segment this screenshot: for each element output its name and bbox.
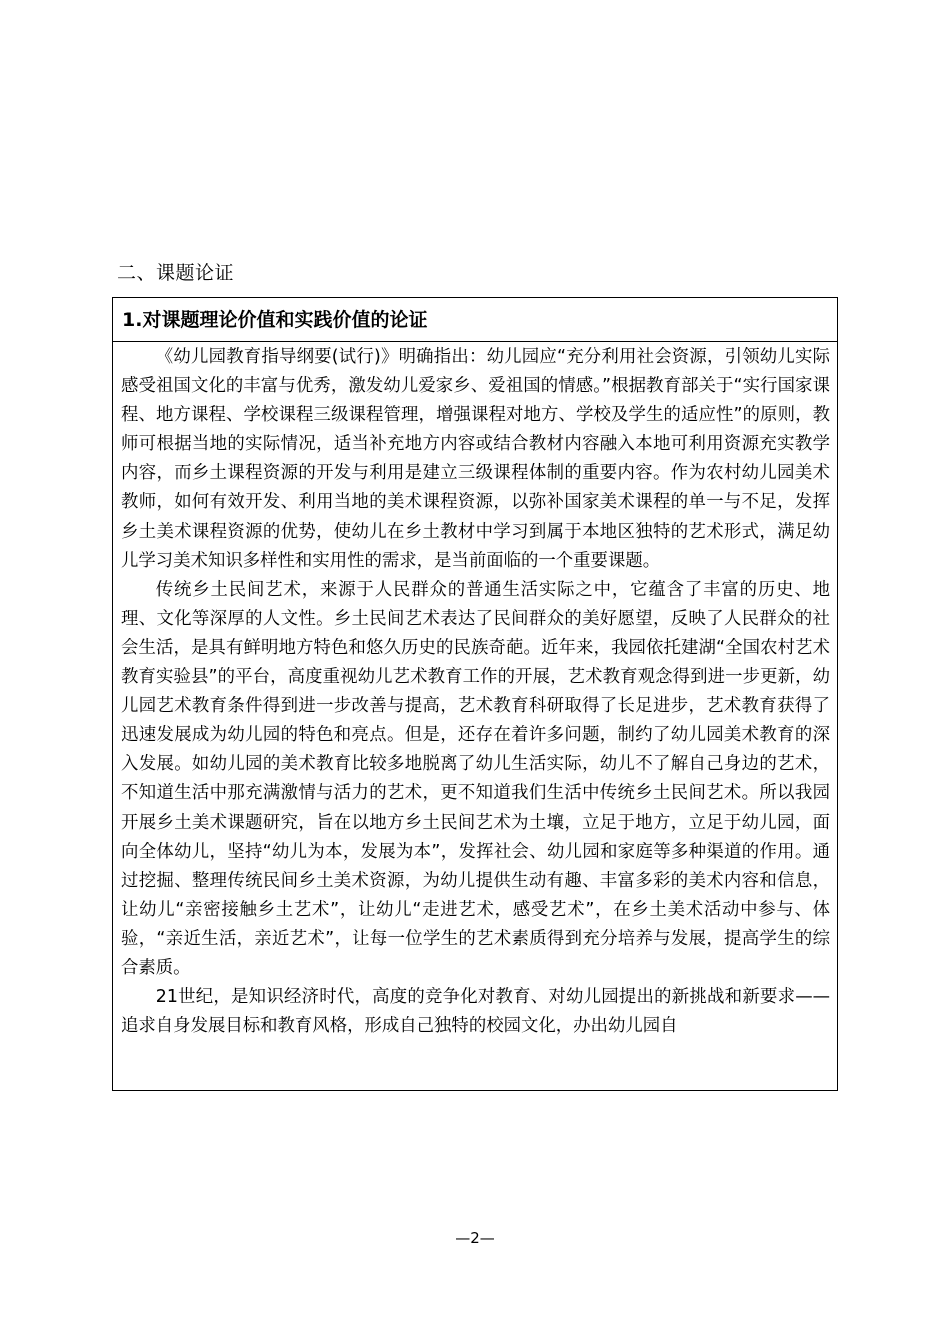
box-body xyxy=(113,342,837,1041)
paragraph-2: 传统乡土民间艺术，来源于人民群众的普通生活实际之中，它蕴含了丰富的历史、地理、文化等深厚的人文性。乡土民间艺术表达了民间群众的美好愿望，反映了人民群众的社会生活，是具有鲜明地方特色和悠久历史的民族奇葩。近年来，我园依托建湖“全国农村艺术教育实验县”的平台，高度重视幼儿艺术教育工作的开展，艺术教育观念得到进一步更新，幼儿园艺术教育条件得到进一步改善与提高，艺术教育科研取得了长足进步，艺术教育获得了迅速发展成为幼儿园的特色和亮点。但是，还存在着许多问题，制约了幼儿园美术教育的深入发展。如幼儿园的美术教育比较多地脱离了幼儿生活实际，幼儿不了解自己身边的艺术，不知道生活中那充满激情与活力的艺术，更不知道我们生活中传统乡土民间艺术。所以我园开展乡土美术课题研究，旨在以地方乡土民间艺术为土壤，立足于地方，立足于幼儿园，面向全体幼儿，坚持“幼儿为本，发展为本”，发挥社会、幼儿园和家庭等多种渠道的作用。通过挖掘、整理传统民间乡土美术资源，为幼儿提供生动有趣、丰富多彩的美术内容和信息，让幼儿“亲密接触乡土艺术”，让幼儿“走进艺术，感受艺术”，在乡土美术活动中参与、体验，“亲近生活，亲近艺术”，让每一位学生的艺术素质得到充分培养与发展，提高学生的综合素质。 xyxy=(121,579,830,978)
page-number: —2— xyxy=(455,1229,495,1247)
section-heading: 二、课题论证 xyxy=(117,262,235,284)
argument-box xyxy=(112,297,838,1091)
paragraph-3: 21世纪，是知识经济时代，高度的竞争化对教育、对幼儿园提出的新挑战和新要求——追求自身发展目标和教育风格，形成自己独特的校园文化，办出幼儿园自 xyxy=(121,987,830,1037)
paragraph-1: 《幼儿园教育指导纲要(试行)》明确指出：幼儿园应“充分利用社会资源，引领幼儿实际感受祖国文化的丰富与优秀，激发幼儿爱家乡、爱祖国的情感。”根据教育部关于“实行国家课程、地方课程、学校课程三级课程管理，增强课程对地方、学校及学生的适应性”的原则，教师可根据当地的实际情况，适当补充地方内容或结合教材内容融入本地可利用资源充实教学内容，而乡土课程资源的开发与利用是建立三级课程体制的重要内容。作为农村幼儿园美术教师，如何有效开发、利用当地的美术课程资源，以弥补国家美术课程的单一与不足，发挥乡土美术课程资源的优势，使幼儿在乡土教材中学习到属于本地区独特的艺术形式，满足幼儿学习美术知识多样性和实用性的需求，是当前面临的一个重要课题。 xyxy=(121,347,830,571)
box-title: 1.对课题理论价值和实践价值的论证 xyxy=(113,298,837,342)
